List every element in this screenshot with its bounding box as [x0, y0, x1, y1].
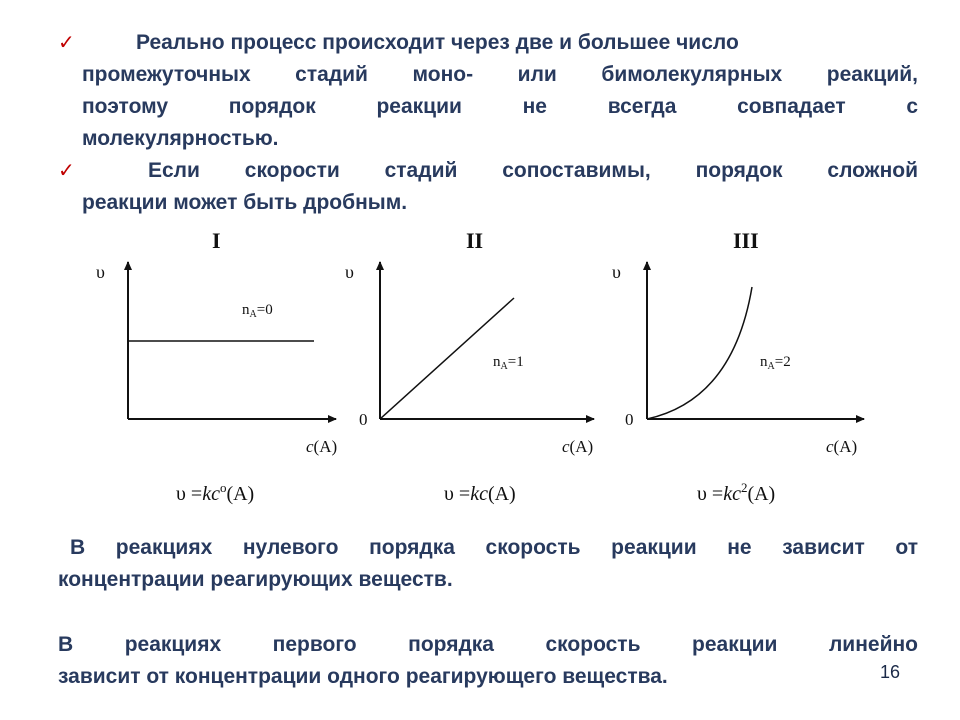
chart-1-order-value: 0: [265, 302, 273, 318]
chart-2-formula: υ =kc(A): [444, 483, 516, 505]
chart-1-formula-post: (A): [226, 483, 255, 505]
chart-1-order-label: $n_A=0$: [242, 302, 273, 320]
chart-3-formula: $\upsilon =kc^2(A)$: [697, 480, 776, 505]
chart-3-order-value: 2: [783, 354, 791, 370]
chart-2-order-value: 1: [516, 354, 524, 370]
chart-3-roman: III: [733, 228, 759, 253]
checkmark-icon: ✓: [58, 32, 75, 54]
bullet-1: [58, 27, 918, 155]
chart-1-order-sub: A: [249, 309, 257, 320]
chart-3-curve: [647, 287, 752, 419]
chart-2-formula-post: (A): [487, 483, 516, 505]
chart-2-ylabel: υ: [345, 262, 354, 282]
bullet-2-line-1: Если скорости стадий сопоставимы, порядок сложной: [148, 159, 918, 182]
chart-1-formula: $\upsilon =kc^o(A)$: [176, 480, 255, 505]
chart-3-ylabel: υ: [612, 262, 621, 282]
paragraph-1-line-2: концентрации реагирующих веществ.: [58, 568, 453, 591]
paragraph-zero-order: [58, 532, 918, 596]
chart-3-formula-post: (A): [747, 483, 776, 505]
chart-3-xlabel: c(A): [826, 437, 858, 456]
bullet-1-line-3: поэтому порядок реакции не всегда совпадает с: [82, 95, 918, 118]
paragraph-first-order: [58, 629, 918, 693]
chart-2-order-label: $n_A=1$: [493, 354, 524, 372]
bullet-2-line-2: реакции может быть дробным.: [82, 191, 408, 214]
paragraph-1-line-1: В реакциях нулевого порядка скорость реакции не зависит от: [70, 536, 918, 559]
chart-first-order: [345, 228, 594, 505]
chart-3-origin: 0: [625, 410, 634, 429]
chart-2-origin: 0: [359, 410, 368, 429]
paragraph-2-line-2: зависит от концентрации одного реагирующего вещества.: [58, 665, 668, 688]
chart-3-order-sub: A: [767, 361, 775, 372]
chart-1-ylabel: υ: [96, 262, 105, 282]
chart-1-formula-sup: o: [219, 480, 227, 495]
bullet-1-line-4: молекулярностью.: [82, 127, 279, 150]
checkmark-icon: ✓: [58, 160, 75, 182]
chart-1-xlabel: c(A): [306, 437, 338, 456]
bullet-1-line-2: промежуточных стадий моно- или бимолекулярных реакций,: [82, 63, 918, 86]
bullet-1-line-1: Реально процесс происходит через две и большее число: [136, 31, 739, 54]
chart-3-formula-sup: 2: [740, 480, 748, 495]
bullet-2: [58, 155, 918, 219]
chart-2-order-sub: A: [500, 361, 508, 372]
slide-number: 16: [880, 662, 901, 682]
paragraph-2-line-1: В реакциях первого порядка скорость реакции линейно: [58, 633, 918, 656]
chart-zero-order: [96, 228, 337, 505]
chart-3-order-label: $n_A=2$: [760, 354, 791, 372]
chart-2-xlabel: c(A): [562, 437, 594, 456]
chart-2-roman: II: [466, 228, 484, 253]
rate-order-diagram: [0, 220, 960, 520]
chart-1-roman: I: [212, 228, 221, 253]
chart-second-order: [612, 228, 864, 505]
